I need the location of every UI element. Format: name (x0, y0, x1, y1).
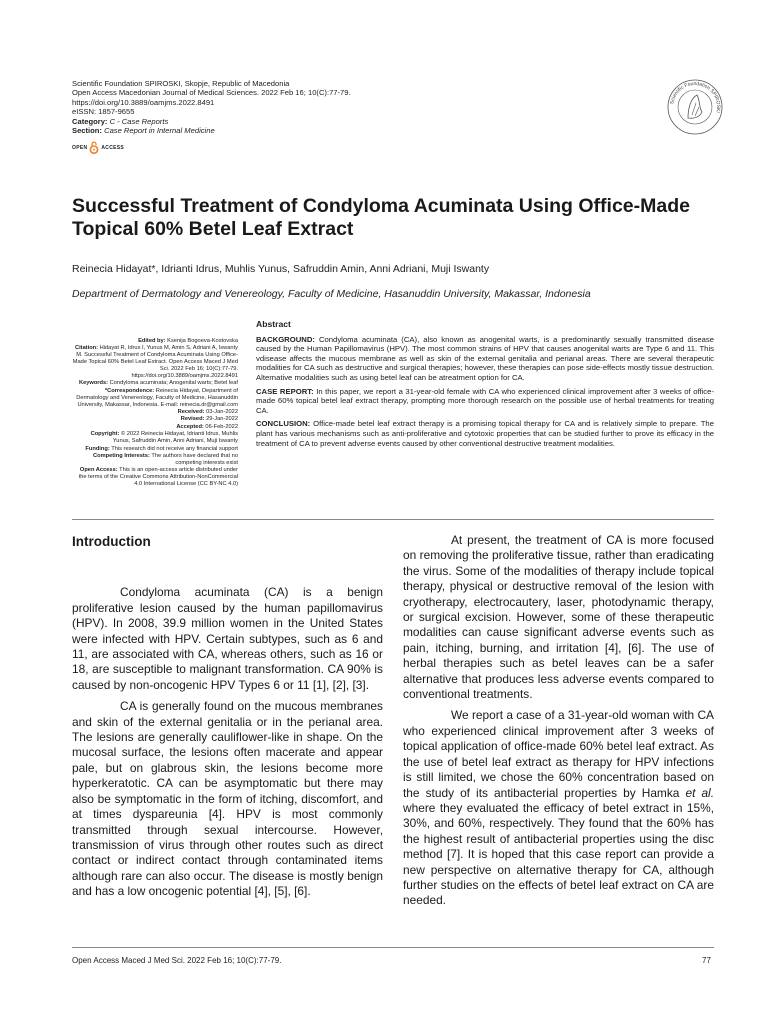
header-eissn: eISSN: 1857-9655 (72, 107, 135, 117)
meta-revised: Revised: 29-Jan-2022 (180, 416, 238, 423)
open-access-logo: OPEN ACCESS (72, 141, 124, 154)
header-publisher: Scientific Foundation SPIROSKI, Skopje, Republic of Macedonia (72, 79, 290, 88)
section-divider (72, 519, 714, 520)
meta-competing-interests: Competing Interests: The authors have declared that no competing interests exist (92, 453, 238, 466)
article-title: Successful Treatment of Condyloma Acuminata Using Office-Made Topical 60% Betel Leaf Extract (72, 195, 690, 240)
meta-open-access: Open Access: This is an open-access article distributed under the terms of the Creative Commons Attribution-NonCommercial 4.0 International License (CC BY-NC 4.0) (78, 467, 238, 488)
abstract-background: BACKGROUND: Condyloma acuminata (CA), also known as anogenital warts, is a predominantly sexually transmitted disease caused by the Human Papillomavirus (HPV). The most common strains of HPV that causes anogenital warts are Type 6 and 11. This vdisease affects the mucous membrane as well as skin of the external genitalia and perianal areas. There are several therapeutic modalities for CA such as destructive and surgical therapies; however, these therapies can pose side-effects mostly tissue destruction. Alternative modalities such as using betel leaf can be atreatment option for CA. (256, 334, 714, 382)
article-metadata (72, 338, 238, 489)
abstract (256, 320, 714, 452)
body-paragraph: Condyloma acuminata (CA) is a benign proliferative lesion caused by the human papillomavirus (HPV). In 2008, 39.9 million women in the United States were infected with HPV. Certain subtypes, such as 6 and 11, are associated with CA, whereas others, such as 16 or 18, are susceptible to malignant transformation. CA 90% is caused by non-oncogenic HPV Types 6 or 11 [1], [2], [3]. (72, 585, 383, 692)
body-column-right (403, 533, 714, 909)
introduction-heading: Introduction (72, 534, 151, 549)
header-journal: Open Access Macedonian Journal of Medical Sciences. 2022 Feb 16; 10(C):77-79. (72, 88, 351, 98)
meta-citation: Citation: Hidayat R, Idrus I, Yunus M, Amin S, Adriani A, Iswanty M. Successful Treatment of Condyloma Acuminata Using Office-Made Topical 60% Betel Leaf Extract. Open Access Maced J Med Sci. 2022 Feb 16; 10(C):77-79. https://doi.org/10.3889/oamjms.2022.8491 (72, 345, 238, 380)
header-section: Section: Case Report in Internal Medicine (72, 126, 215, 136)
abstract-heading: Abstract (256, 319, 291, 329)
abstract-conclusion: CONCLUSION: Office-made betel leaf extract therapy is a promising topical therapy for CA and is relatively simple to prepare. The plant has various mechanisms such as anti-proliferative and cytotoxic properties that can be studied further to prove its efficacy in the treatment of CA to prevent adverse events caused by other conventional destructive treatment modalities. (256, 419, 714, 448)
header-doi[interactable]: https://doi.org/10.3889/oamjms.2022.8491 (72, 97, 215, 107)
meta-accepted: Accepted: 06-Feb-2022 (176, 423, 238, 430)
body-paragraph: At present, the treatment of CA is more focused on removing the proliferative tissue, rather than eradicating the virus. Some of the modalities of therapy include topical therapy, physical or destructive removal of the lesion with cryotherapy, electrocautery, laser, photodynamic therapy, or surgical excision. However, some of these therapeutic modalities can cause significant adverse events such as pain, itching, burning, and irritation [4], [6]. The use of herbal therapies such as betel leaves can be a safer alternative that produces less adverse events compared to conventional treatments. (403, 533, 714, 702)
journal-header (72, 79, 351, 135)
footer-citation: Open Access Maced J Med Sci. 2022 Feb 16; 10(C):77-79. (72, 956, 282, 965)
page-number: 77 (702, 956, 711, 965)
open-lock-icon (89, 141, 99, 154)
meta-received: Received: 03-Jan-2022 (177, 409, 238, 416)
foundation-seal-icon (666, 78, 724, 136)
meta-correspondence: *Correspondence: Reinecia Hidayat, Department of Dermatology and Venereology, Faculty of Medicine, Hasanuddin University, Makassar, Indonesia. E-mail: reinecia.dr@gmail.com (76, 387, 238, 408)
header-category: Category: C - Case Reports (72, 116, 169, 126)
body-column-left (72, 534, 383, 900)
meta-copyright: Copyright: © 2022 Reinecia Hidayat, Idrianti Idrus, Muhlis Yunus, Safruddin Amin, Anni Adriani, Muji Iswanty (90, 431, 238, 445)
abstract-case-report: CASE REPORT: In this paper, we report a 31-year-old female with CA who experienced clinical improvement after 3 weeks of office-made 60% topical betel leaf extract therapy, prompting more thorough research on the possible use of herbal treatments for treating CA. (256, 386, 714, 415)
footer-divider (72, 947, 714, 948)
meta-edited: Edited by: Ksenija Bogoeva-Kostovska (138, 338, 238, 344)
affiliation: Department of Dermatology and Venereology, Faculty of Medicine, Hasanuddin University, Makassar, Indonesia (72, 288, 591, 300)
body-paragraph: We report a case of a 31-year-old woman with CA who experienced clinical improvement after 3 weeks of topical application of office-made 60% betel leaf extract. As the use of betel leaf extract as therapy for HPV infections is still limited, we chose the 60% concentration based on the study of its antibacterial properties by Hamka et al. where they evaluated the efficacy of betel extract in 15%, 30%, and 60%, respectively. They found that the 60% has the highest result of antibacterial properties using the disc method [7]. It is hoped that this case report can provide a new perspective on alternative therapy for CA, although further studies on the effects of betel leaf extract on CA are needed. (403, 708, 715, 908)
svg-text:Scientific Foundation SPIROSKI: Scientific Foundation SPIROSKI (669, 80, 722, 114)
author-list: Reinecia Hidayat*, Idrianti Idrus, Muhlis Yunus, Safruddin Amin, Anni Adriani, Muji Iswanty (72, 263, 490, 275)
meta-funding: Funding: This research did not receive any financial support (85, 445, 238, 452)
meta-keywords: Keywords: Condyloma acuminata; Anogenital warts; Betel leaf (78, 380, 238, 387)
body-paragraph: CA is generally found on the mucous membranes and skin of the external genitalia or in the perianal area. The lesions are generally cauliflower-like in shape. On the mucosal surface, the lesions often macerate and appear pale, but on glabrous skin, the lesions become more hyperkeratotic. CA can be asymptomatic but there may also be symptomatic in the form of itching, discomfort, and at times dyspareunia [4]. HPV is most commonly transmitted through sexual intercourse. However, transmission of virus through other routes such as direct contact or indirect contact through contaminated items although rare can also occur. The disease is mostly benign and has a low oncogenic potential [4], [5], [6]. (72, 699, 383, 899)
